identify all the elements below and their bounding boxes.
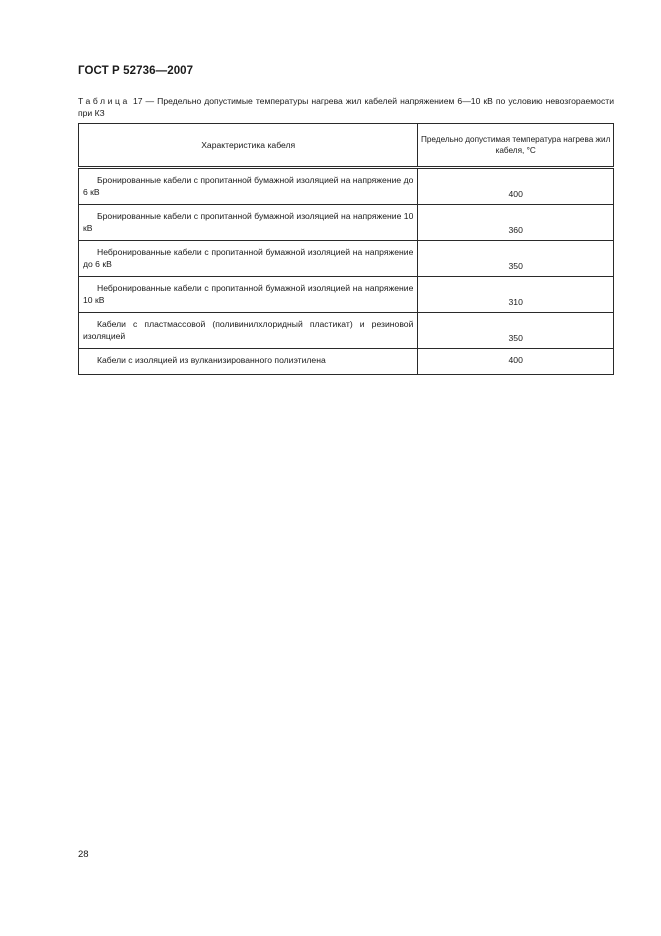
row-description-text: Бронированные кабели с пропитанной бумажной изоляцией на напряжение 10 кВ — [83, 211, 414, 233]
header-characteristic: Характеристика кабеля — [79, 124, 418, 168]
table-row — [79, 277, 614, 313]
row-temperature: 350 — [418, 313, 614, 349]
cable-temperature-table — [78, 123, 614, 375]
table-caption-number: 17 — [132, 96, 143, 106]
table-caption-text: — Предельно допустимые температуры нагрева жил кабелей напряжением 6—10 кВ по условию невозгораемости при КЗ — [78, 96, 614, 118]
row-temperature: 350 — [418, 241, 614, 277]
row-description — [79, 241, 418, 277]
table-caption-label: Таблица — [78, 96, 130, 106]
row-description-text: Небронированные кабели с пропитанной бумажной изоляцией на напряжение 10 кВ — [83, 283, 414, 305]
page-number: 28 — [78, 849, 89, 860]
row-description-text: Небронированные кабели с пропитанной бумажной изоляцией на напряжение до 6 кВ — [83, 247, 414, 269]
table-row — [79, 168, 614, 205]
row-temperature: 400 — [418, 168, 614, 205]
row-description — [79, 349, 418, 375]
table-row — [79, 205, 614, 241]
table-caption — [78, 95, 614, 119]
row-description — [79, 313, 418, 349]
table-header-row — [79, 124, 614, 168]
table-row — [79, 313, 614, 349]
row-description — [79, 277, 418, 313]
header-temperature: Предельно допустимая температура нагрева жил кабеля, °С — [418, 124, 614, 168]
table-row — [79, 349, 614, 375]
row-description — [79, 205, 418, 241]
row-temperature: 400 — [418, 349, 614, 375]
row-description — [79, 168, 418, 205]
table-row — [79, 241, 614, 277]
row-description-text: Бронированные кабели с пропитанной бумажной изоляцией на напряжение до 6 кВ — [83, 175, 414, 197]
row-description-text: Кабели с изоляцией из вулканизированного полиэтилена — [97, 355, 326, 365]
document-code: ГОСТ Р 52736—2007 — [78, 65, 194, 77]
row-temperature: 360 — [418, 205, 614, 241]
row-description-text: Кабели с пластмассовой (поливинилхлоридный пластикат) и резиновой изоляцией — [83, 319, 414, 341]
row-temperature: 310 — [418, 277, 614, 313]
